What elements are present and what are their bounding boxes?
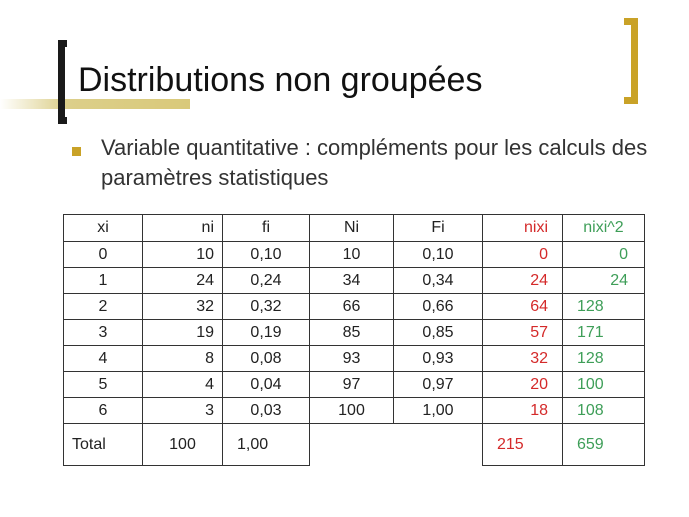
cell-fi: 0,10 <box>223 242 310 268</box>
cell-xi: 3 <box>64 320 143 346</box>
table-row <box>64 294 645 320</box>
cell-cumulative-fi: 0,34 <box>394 268 483 294</box>
statistics-table <box>63 214 645 466</box>
cell-xi: 4 <box>64 346 143 372</box>
table-header-row <box>64 215 645 242</box>
bullet-square-icon <box>72 147 81 156</box>
cell-nixi-squared: 128 <box>563 346 645 372</box>
cell-cumulative-fi: 0,85 <box>394 320 483 346</box>
cell-xi: 1 <box>64 268 143 294</box>
header-cumulative-ni: Ni <box>310 215 394 242</box>
cell-cumulative-fi: 0,66 <box>394 294 483 320</box>
cell-cumulative-ni: 34 <box>310 268 394 294</box>
cell-cumulative-fi: 0,97 <box>394 372 483 398</box>
header-nixi: nixi <box>483 215 563 242</box>
table-row <box>64 320 645 346</box>
cell-cumulative-ni: 10 <box>310 242 394 268</box>
cell-cumulative-ni: 97 <box>310 372 394 398</box>
cell-cumulative-fi: 0,93 <box>394 346 483 372</box>
cell-nixi: 18 <box>483 398 563 424</box>
cell-ni: 19 <box>143 320 223 346</box>
cell-ni: 24 <box>143 268 223 294</box>
total-empty-cell <box>310 424 483 466</box>
total-ni: 100 <box>143 424 223 466</box>
header-cumulative-fi: Fi <box>394 215 483 242</box>
cell-nixi-squared: 128 <box>563 294 645 320</box>
cell-xi: 0 <box>64 242 143 268</box>
cell-xi: 5 <box>64 372 143 398</box>
cell-xi: 2 <box>64 294 143 320</box>
header-nixi-squared: nixi^2 <box>563 215 645 242</box>
header-ni: ni <box>143 215 223 242</box>
cell-cumulative-ni: 93 <box>310 346 394 372</box>
total-fi: 1,00 <box>223 424 310 466</box>
cell-cumulative-fi: 1,00 <box>394 398 483 424</box>
cell-cumulative-ni: 85 <box>310 320 394 346</box>
cell-cumulative-fi: 0,10 <box>394 242 483 268</box>
cell-fi: 0,03 <box>223 398 310 424</box>
cell-fi: 0,08 <box>223 346 310 372</box>
cell-ni: 32 <box>143 294 223 320</box>
cell-fi: 0,04 <box>223 372 310 398</box>
cell-nixi: 64 <box>483 294 563 320</box>
cell-nixi-squared: 171 <box>563 320 645 346</box>
slide-title: Distributions non groupées <box>78 61 483 99</box>
total-nixi: 215 <box>483 424 563 466</box>
left-bracket-decoration <box>58 40 67 124</box>
cell-fi: 0,19 <box>223 320 310 346</box>
table-row <box>64 372 645 398</box>
cell-ni: 3 <box>143 398 223 424</box>
table-row <box>64 346 645 372</box>
cell-nixi: 57 <box>483 320 563 346</box>
table-row <box>64 268 645 294</box>
cell-nixi-squared: 0 <box>563 242 645 268</box>
cell-nixi-squared: 100 <box>563 372 645 398</box>
header-xi: xi <box>64 215 143 242</box>
cell-ni: 10 <box>143 242 223 268</box>
cell-nixi: 20 <box>483 372 563 398</box>
cell-cumulative-ni: 100 <box>310 398 394 424</box>
cell-ni: 4 <box>143 372 223 398</box>
cell-cumulative-ni: 66 <box>310 294 394 320</box>
cell-nixi-squared: 108 <box>563 398 645 424</box>
table-row <box>64 242 645 268</box>
table-total-row <box>64 424 645 466</box>
title-accent-line <box>0 99 190 109</box>
total-nixi-squared: 659 <box>563 424 645 466</box>
cell-fi: 0,24 <box>223 268 310 294</box>
cell-nixi: 32 <box>483 346 563 372</box>
cell-nixi: 0 <box>483 242 563 268</box>
right-bracket-decoration <box>624 18 638 104</box>
cell-nixi-squared: 24 <box>563 268 645 294</box>
cell-xi: 6 <box>64 398 143 424</box>
header-fi: fi <box>223 215 310 242</box>
cell-ni: 8 <box>143 346 223 372</box>
total-label: Total <box>64 424 143 466</box>
cell-fi: 0,32 <box>223 294 310 320</box>
cell-nixi: 24 <box>483 268 563 294</box>
table-row <box>64 398 645 424</box>
bullet-text: Variable quantitative : compléments pour les calculs des paramètres statistiques <box>101 135 648 190</box>
